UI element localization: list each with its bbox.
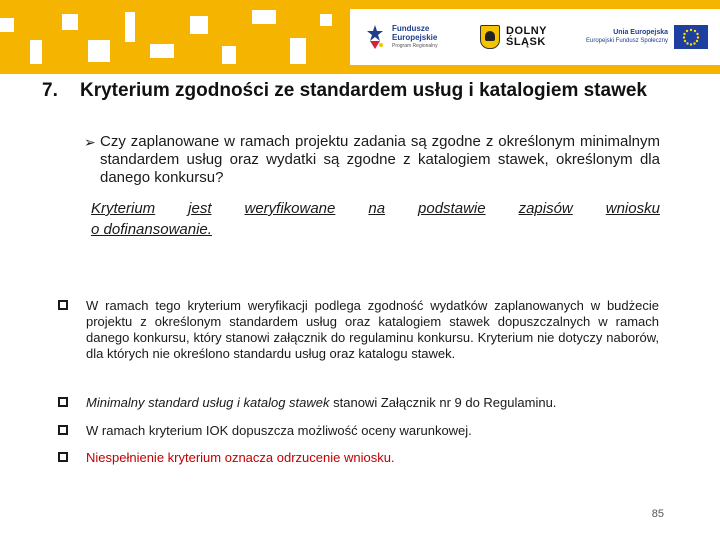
banner-decoration (88, 40, 110, 62)
banner-decoration (62, 14, 78, 30)
criterion-word: weryfikowane (244, 200, 336, 217)
banner-decoration (320, 14, 332, 26)
bullet-rest-text: stanowi Załącznik nr 9 do Regulaminu. (329, 395, 557, 410)
criterion-word: podstawie (418, 200, 486, 217)
dolny-slask-logo (480, 9, 547, 65)
banner-decoration (30, 40, 42, 64)
criterion-line (91, 199, 660, 218)
question-block (86, 133, 660, 187)
logo-strip (350, 9, 720, 65)
page-number: 85 (651, 508, 664, 520)
criterion-line-2: o dofinansowanie. (91, 221, 212, 238)
bullet-text-red: Niespełnienie kryterium oznacza odrzucenie wniosku. (86, 450, 395, 465)
banner-decoration (0, 18, 14, 32)
banner-decoration (252, 10, 276, 24)
arrow-bullet-icon: ➢ (84, 134, 96, 150)
banner-decoration (190, 16, 208, 34)
square-bullet-icon (58, 425, 68, 435)
square-bullet-icon (58, 452, 68, 462)
fundusze-europejskie-logo (364, 9, 438, 65)
dolny-slask-shield-icon (480, 25, 500, 49)
fe-line1: Fundusze (392, 23, 430, 33)
square-bullet-icon (58, 300, 68, 310)
ue-line2: Europejski Fundusz Społeczny (586, 38, 669, 44)
bullet-text: W ramach kryterium IOK dopuszcza możliwość oceny warunkowej. (86, 423, 472, 438)
ue-line1: Unia Europejska (613, 29, 669, 36)
eu-flag-icon (674, 25, 708, 49)
criterion-word: wniosku (605, 200, 660, 217)
ds-line2: ŚLĄSK (506, 36, 546, 48)
criterion-word: na (368, 200, 386, 217)
bullet-italic-text: Minimalny standard usług i katalog stawek (86, 395, 330, 410)
banner-decoration (222, 46, 236, 64)
square-bullet-icon (58, 397, 68, 407)
header-banner (0, 0, 720, 74)
bullet-text (86, 395, 659, 411)
banner-decoration (125, 12, 135, 42)
bullet-text: W ramach tego kryterium weryfikacji podlega zgodność wydatków zaplanowanych w budżecie projektu z określonym standardem usług oraz katalogiem stawek dopuszczalnych w ramach danego konkursu, który stanowi załącznik do regulaminu konkursu. Kryterium nie dotyczy naborów, dla których nie określono standardu usług oraz katalogu stawek. (86, 298, 659, 361)
unia-europejska-logo (586, 9, 708, 65)
fe-stars-icon (364, 23, 386, 51)
question-text: Czy zaplanowane w ramach projektu zadania są zgodne z określonym minimalnym standardem usług oraz wydatki są zgodne z katalogiem stawek, określonym dla danego konkursu? (100, 133, 660, 186)
fe-line2: Europejskie (392, 32, 438, 42)
criterion-word: jest (188, 200, 212, 217)
ds-line1: DOLNY (506, 25, 547, 37)
banner-decoration (290, 38, 306, 64)
title-number: 7. (42, 80, 58, 101)
banner-decoration (150, 44, 174, 58)
criterion-word: zapisów (518, 200, 573, 217)
fe-line3: Program Regionalny (392, 42, 438, 49)
criterion-word: Kryterium (91, 200, 156, 217)
title-text: Kryterium zgodności ze standardem usług i katalogiem stawek (80, 80, 647, 101)
